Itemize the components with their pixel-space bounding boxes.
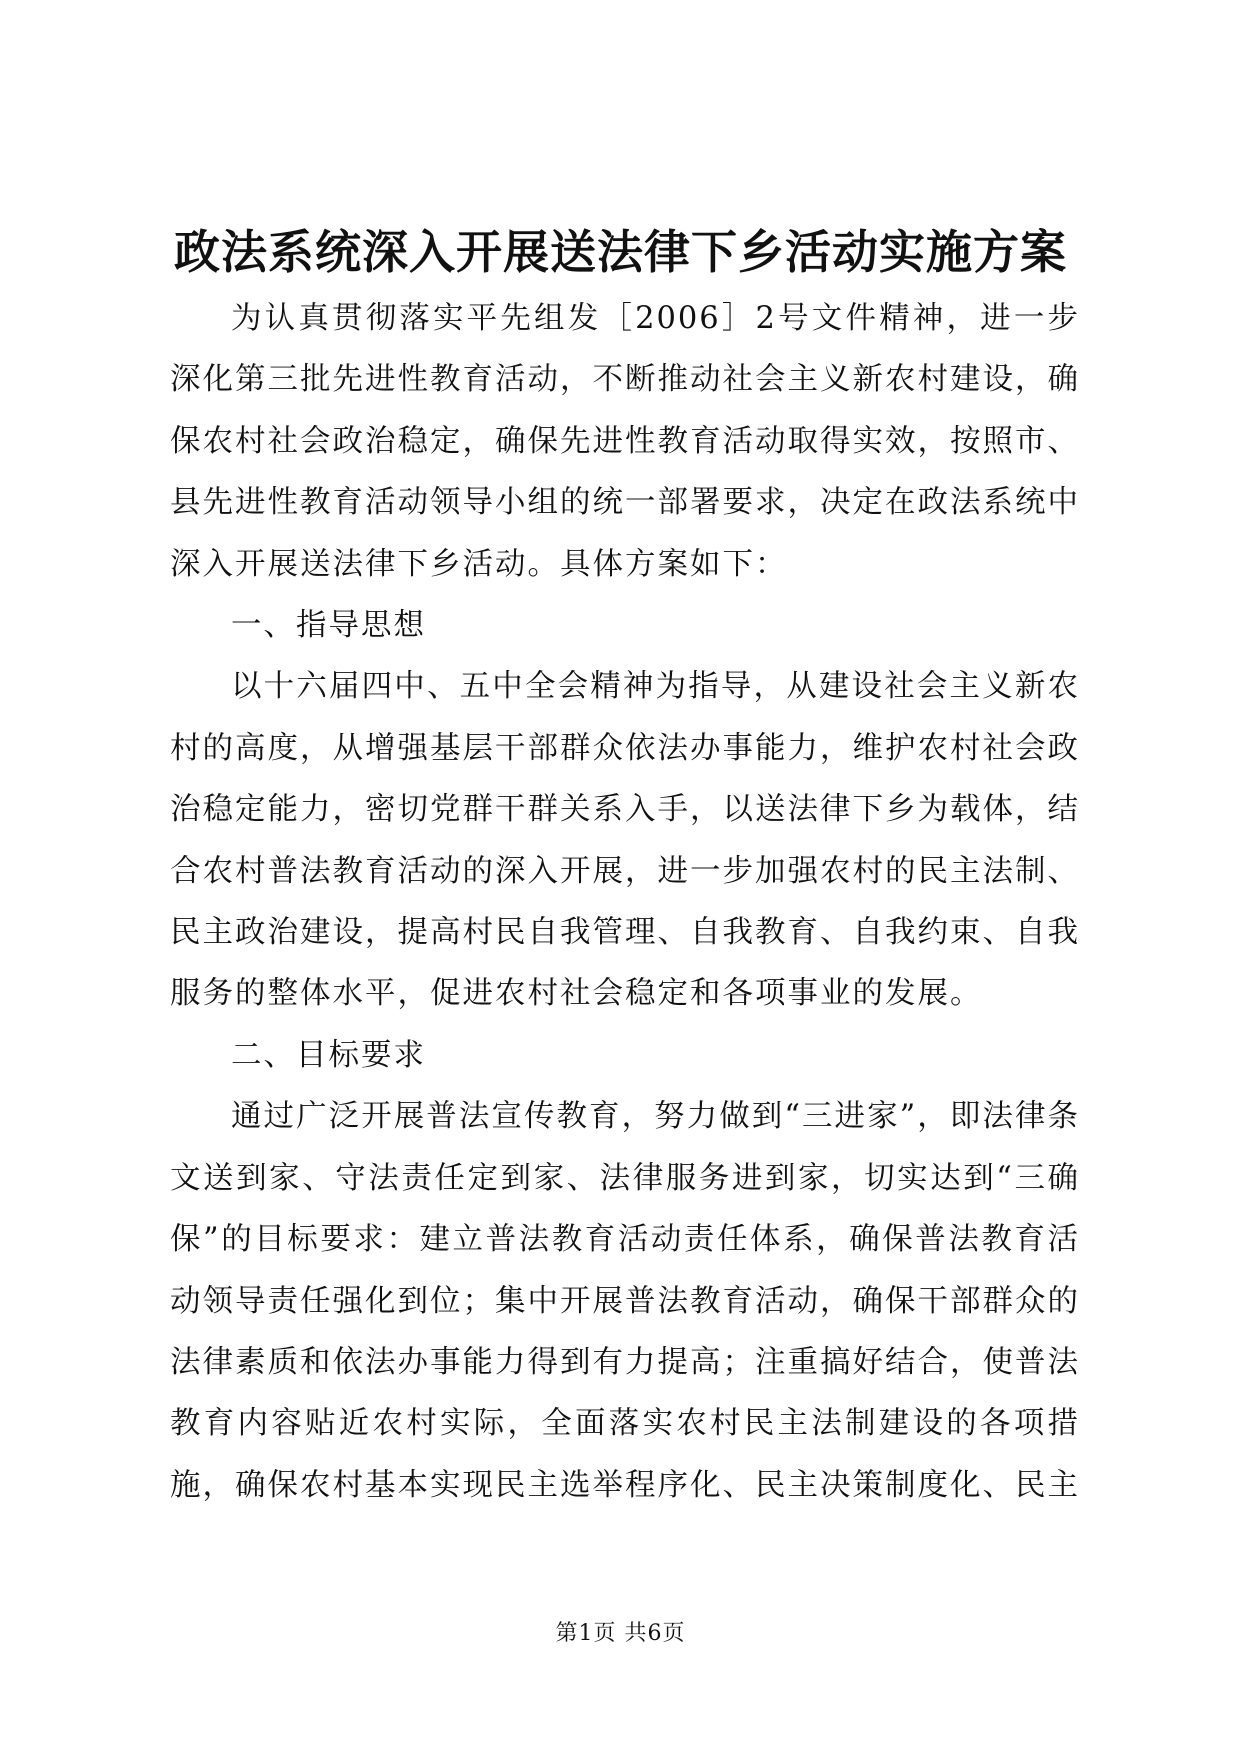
document-body (170, 288, 1080, 1516)
document-title: 政法系统深入开展送法律下乡活动实施方案 (174, 225, 1067, 279)
paragraph-goals: 通过广泛开展普法宣传教育，努力做到“三进家”，即法律条文送到家、守法责任定到家、法律服务进到家，切实达到“三确保”的目标要求：建立普法教育活动责任体系，确保普法教育活动领导责任强化到位；集中开展普法教育活动，确保干部群众的法律素质和依法办事能力得到有力提高；注重搞好结合，使普法教育内容贴近农村实际，全面落实农村民主法制建设的各项措施，确保农村基本实现民主选举程序化、民主决策制度化、民主 (170, 1099, 1080, 1503)
section-heading-guiding-ideology: 一、指导思想 (231, 608, 426, 644)
section-heading-goals: 二、目标要求 (231, 1037, 426, 1073)
paragraph-guiding-ideology: 以十六届四中、五中全会精神为指导，从建设社会主义新农村的高度，从增强基层干部群众依法办事能力，维护农村社会政治稳定能力，密切党群干群关系入手，以送法律下乡为载体，结合农村普法教育活动的深入开展，进一步加强农村的民主法制、民主政治建设，提高村民自我管理、自我教育、自我约束、自我服务的整体水平，促进农村社会稳定和各项事业的发展。 (170, 669, 1080, 1012)
paragraph-intro: 为认真贯彻落实平先组发［2006］2号文件精神，进一步深化第三批先进性教育活动，不断推动社会主义新农村建设，确保农村社会政治稳定，确保先进性教育活动取得实效，按照市、县先进性教育活动领导小组的统一部署要求，决定在政法系统中深入开展送法律下乡活动。具体方案如下： (170, 301, 1080, 582)
page-number-footer: 第1页 共6页 (555, 1621, 686, 1646)
